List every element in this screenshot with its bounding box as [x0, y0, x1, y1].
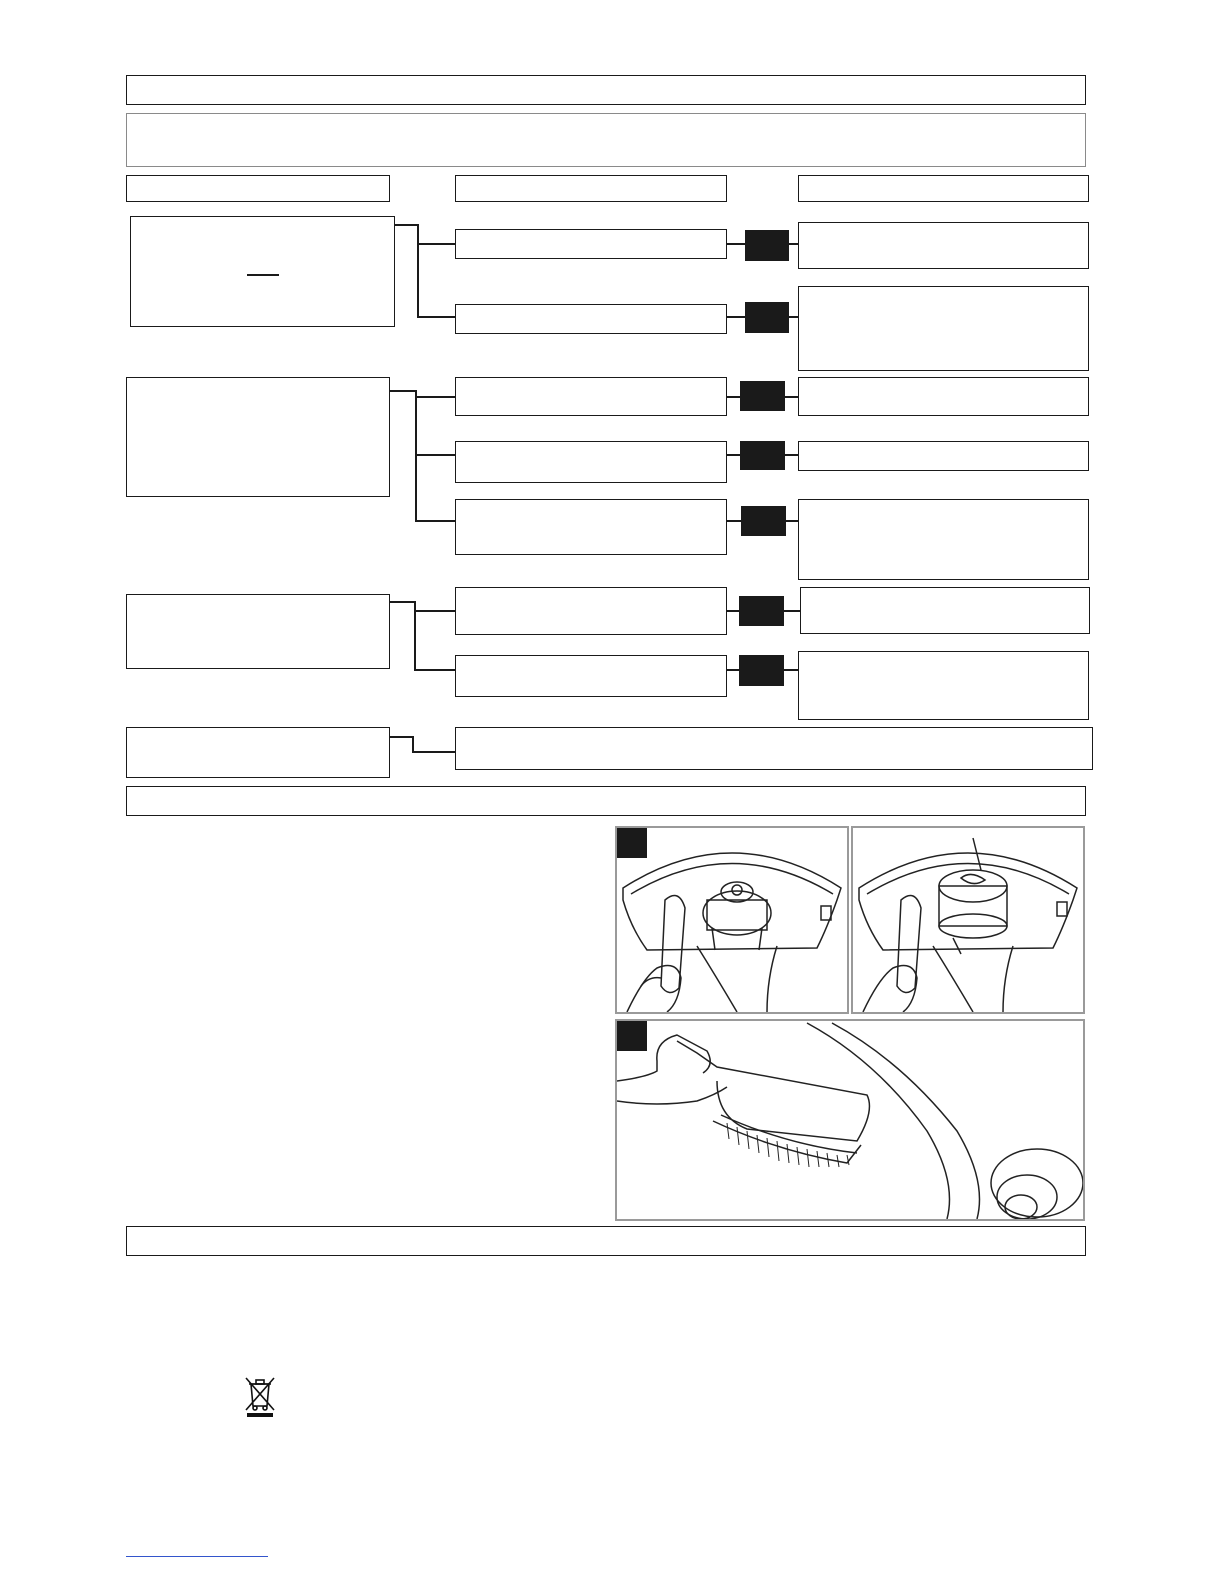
problem-4-note: [455, 727, 1093, 770]
crossed-out-wheelie-bin-icon: [242, 1376, 278, 1418]
problem-2-cause-3: [455, 499, 727, 555]
problem-3-solution-1: [800, 587, 1090, 634]
problem-2-solution-3: [798, 499, 1089, 580]
figure-a-left-panel: [615, 826, 849, 1014]
problem-2-cause-2: [455, 441, 727, 483]
problem-4-box: [126, 727, 390, 778]
problem-1-underline: [247, 274, 279, 276]
problem-2-ref-badge-3: [741, 506, 786, 536]
problem-1-ref-badge-1: [745, 230, 789, 261]
problem-2-ref-badge-2: [740, 441, 785, 470]
problem-3-box: [126, 594, 390, 669]
figure-a-right-panel: [851, 826, 1085, 1014]
cleaning-trimmer-shaft-illustration: [617, 1021, 1083, 1219]
figure-a-label: [617, 828, 647, 858]
problem-1-cause-2: [455, 304, 727, 334]
problem-1-box: [130, 216, 395, 327]
problem-1-ref-badge-2: [745, 302, 789, 333]
cleaning-spool-housing-illustration: [617, 828, 847, 1012]
problem-2-solution-1: [798, 377, 1089, 416]
footer-link[interactable]: [126, 1556, 268, 1557]
maintenance-title-bar: [126, 786, 1086, 816]
spool-housing-cleaned-illustration: [853, 828, 1083, 1012]
problem-2-ref-badge-1: [740, 381, 785, 411]
problem-3-solution-2: [798, 651, 1089, 720]
figure-b-label: [617, 1021, 647, 1051]
problem-1-solution-1: [798, 222, 1089, 269]
figure-b-panel: [615, 1019, 1085, 1221]
problem-3-cause-1: [455, 587, 727, 635]
problem-1-cause-1: [455, 229, 727, 259]
environment-title-bar: [126, 1226, 1086, 1256]
problem-2-cause-1: [455, 377, 727, 416]
problem-2-box: [126, 377, 390, 497]
problem-3-cause-2: [455, 655, 727, 697]
maintenance-body: [126, 826, 596, 1216]
problem-2-solution-2: [798, 441, 1089, 471]
problem-3-ref-badge-1: [739, 596, 784, 626]
problem-3-ref-badge-2: [739, 655, 784, 686]
problem-1-solution-2: [798, 286, 1089, 371]
